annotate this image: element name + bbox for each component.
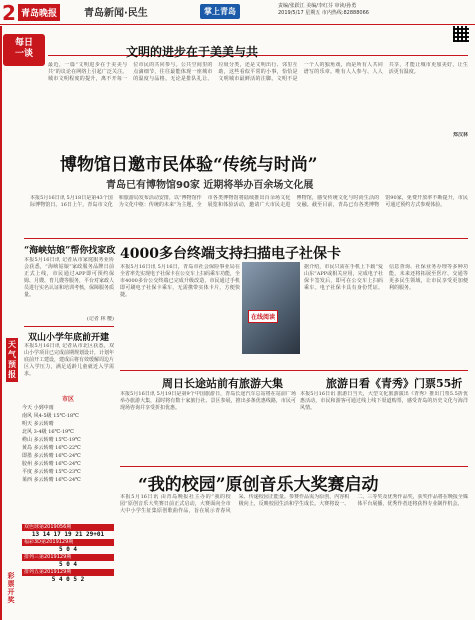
weather-line: 莱西 多云转晴 16℃-24℃ [22, 477, 81, 483]
side-strip [0, 26, 2, 620]
app-story-title: “海峡姑娘”帮你找家政 [24, 246, 116, 256]
weather-line: 明天 多云转晴 [22, 421, 54, 427]
travel-story-title: 周日长途站前有旅游大集 [162, 377, 283, 390]
lottery-numbers: 13 14 17 19 21 29+01 [31, 531, 105, 538]
lottery-numbers: 5 0 4 [58, 546, 78, 553]
school-rule [24, 326, 114, 327]
weather-line: 黄岛 多云转晴 16℃-22℃ [22, 445, 81, 451]
weather-line: 平度 多云转晴 15℃-23℃ [22, 469, 81, 475]
culture-story-body: 本报5月16日讯 旅游日当天，大型文化旅游演出《青秀》推出门票5.5折优惠活动，市民和游客可通过线上线下渠道购票，感受青岛的历史文化与海洋风情。 [300, 391, 468, 411]
app-story-body: 本报5月16日讯 记者从市家庭服务业协会获悉，“海峡姑娘”家政服务品牌日前正式上线，市民通过APP即可预约保姆、月嫂、育儿嫂等服务，平台对家政人员进行实名认证和培训考核，保障服务质量。 [24, 257, 114, 298]
weather-tag: 天气预报 [6, 338, 18, 382]
weather-line: 今天 小到中雨 [22, 405, 54, 411]
qr-code-icon [453, 26, 469, 42]
weather-line: 胶州 多云转晴 16℃-24℃ [22, 461, 81, 467]
date-line: 2019/5/17 星期五 市内热线:82888066 [278, 10, 369, 16]
bus-card-photo [242, 262, 300, 354]
culture-story-title: 旅游日看《青秀》门票55折 [326, 377, 463, 390]
app-badge: 掌上青岛 [200, 4, 240, 19]
music-story-title: “我的校园”原创音乐大奖赛启动 [138, 475, 379, 495]
newspaper-logo: 青岛晚报 [18, 4, 60, 21]
bus-card-body-right: 据介绍，市民只需在手机上下载“爱山东”APP或相关应用，完成电子社保卡签发后，即可在公交车上扫码乘车。电子社保卡具有身份凭证、信息查询、社保业务办理等多种功能，未来还将拓展至医疗、交通等更多民生领域，让市民享受更加便利的服务。 [304, 264, 468, 291]
commentary-title: 文明的进步在于美美与共 [126, 45, 259, 59]
weather-line: 南风 风4-5级 15℃-18℃ [22, 413, 79, 419]
lead-body: 本报5月16日讯 5月18日是第43个国际博物馆日。16日上午，青岛市文化和旅游局发布活动安排，以“博物馆作为文化中枢：传统的未来”为主题，全市各类博物馆将陆续推出百余场文化展览和体验活动，邀请广大市民走进博物馆，感受传统文化与时尚生活的交融。截至目前，青岛已有各类博物馆90家，免费开放率不断提升，市民可通过预约方式参观体验。 [30, 195, 468, 208]
music-story-body: 本报5月16日讯 由青岛晚报社主办的“我的校园”原创音乐大奖赛日前正式启动，大赛面向全市大中小学生征集原创歌曲作品，旨在展示青春风采、传递校园正能量。参赛作品需为原创，内容积极向上，反映校园生活和学生成长。大赛将设一、二、三等奖及优秀作品奖，获奖作品将在晚报全媒体平台展播，优秀作者还将获得专业制作机会。 [120, 494, 468, 514]
lottery-numbers: 5 4 0 5 2 [51, 576, 85, 583]
school-story-title: 双山小学年底前开建 [28, 333, 110, 343]
section-title: 青岛新闻·民生 [84, 8, 148, 19]
bus-card-body-left: 本报5月16日讯 5月16日，青岛市社会保险事业局在全省率先实现电子社保卡在公交车上扫码乘车功能，全市4000多台公交终端已完成升级改造，市民通过手机即可刷电子社保卡乘车，无需携带实体卡片，方便快捷。 [120, 264, 240, 298]
lottery-bar: 排列三第2019129期 [22, 554, 114, 561]
editor-line: 责编/张跃江 美编/李红芬 审读/孙勇 [278, 3, 357, 9]
lottery-bar: 排列五第2019129期 [22, 569, 114, 576]
page-number: 2 [2, 1, 16, 25]
online-reading-badge: 在线阅读 [248, 310, 278, 323]
lottery-panel [22, 524, 114, 584]
commentary-author: 郑汉林 [452, 132, 468, 138]
bus-card-rule [120, 370, 468, 371]
daily-comment-badge: 每日 一谈 [3, 34, 45, 66]
lottery-numbers: 5 0 4 [58, 561, 78, 568]
bus-card-title: 4000多台终端支持扫描电子社保卡 [120, 246, 341, 262]
lottery-column-label: 彩票开奖 [7, 572, 15, 604]
lead-rule [24, 238, 468, 239]
weather-line: 崂山 多云转晴 15℃-19℃ [22, 437, 81, 443]
commentary-body: 最近，一篇“文明进步在于美美与共”的议论在网络上引起广泛关注。城市文明程度的提升，离不开每一位市民的共同参与。公共空间里的点滴细节，往往最能体现一座城市的温度与品格。无论是排队礼让、垃圾分类，还是文明出行、邻里互助，这些看似平常的小事，恰恰是文明城市最鲜活的注脚。文明不是一个人的独角戏，而是所有人共同谱写的乐章。唯有人人参与、人人共享，才能让城市更加美好，让生活更有温度。 [48, 62, 468, 82]
lottery-bar: 双色球第2019056期 [22, 524, 114, 531]
app-story-tag: (记者 林 樱) [86, 316, 114, 322]
school-story-body: 本报5月16日讯 记者从市北区获悉，双山小学项目已完成前期规划设计，计划年底前开工建设，建成后将有效缓解周边片区入学压力，满足适龄儿童就近入学需求。 [24, 343, 114, 377]
weather-panel [22, 396, 114, 484]
lottery-bar: 福彩3D第2019129期 [22, 539, 114, 546]
weather-line: 北风 3-4级 16℃-19℃ [22, 429, 74, 435]
music-rule [120, 466, 468, 467]
travel-story-body: 本报5月16日讯 5月19日是第9个中国旅游日，青岛长途汽车总站将在站前广场举办旅游大集，届时将有数十家旅行社、景区参展，推出多条优惠线路，市民可现场咨询并享受折扣优惠。 [120, 391, 296, 411]
header-meta [278, 3, 468, 17]
lead-headline: 博物馆日邀市民体验“传统与时尚” [60, 155, 318, 175]
weather-city: 市区 [61, 396, 74, 403]
lead-subheadline: 青岛已有博物馆90家 近期将举办百余场文化展 [106, 180, 314, 191]
weather-line: 即墨 多云转晴 16℃-24℃ [22, 453, 81, 459]
